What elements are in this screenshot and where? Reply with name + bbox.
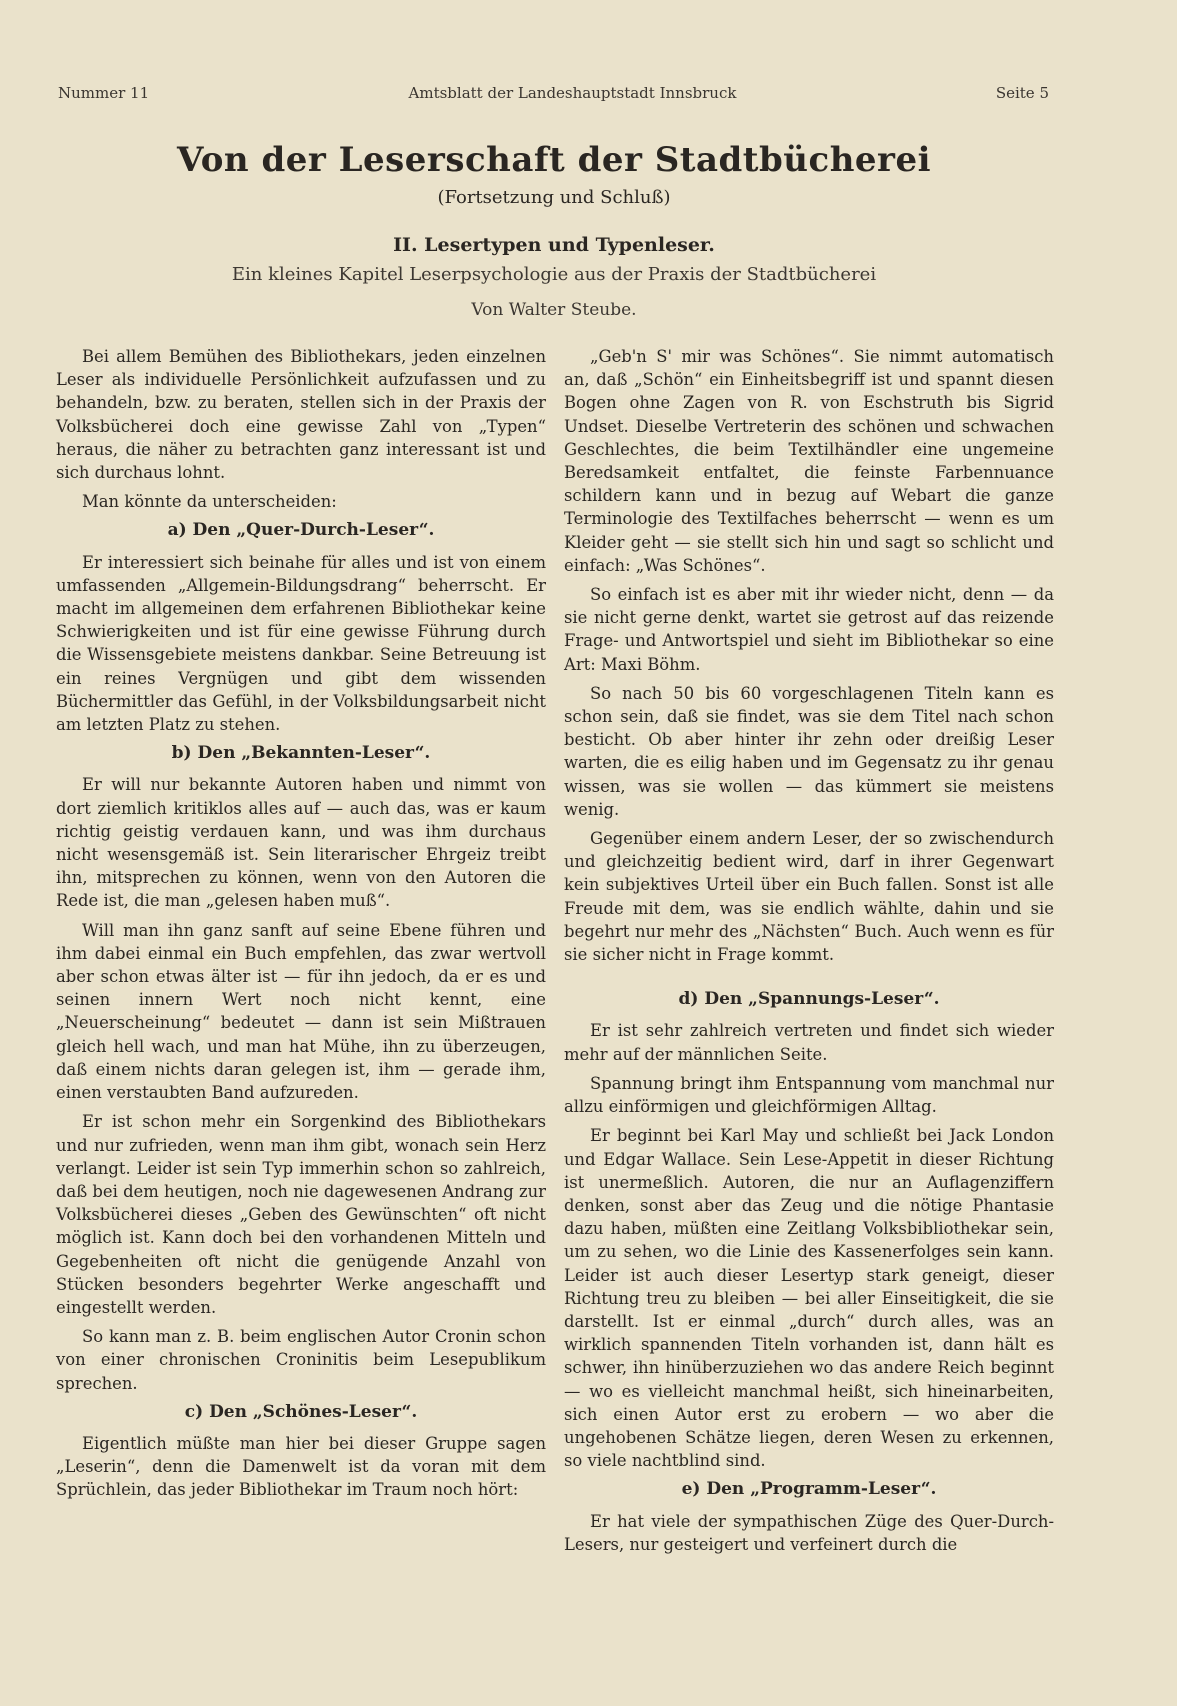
paragraph: Gegenüber einem andern Leser, der so zwischendurch und gleichzeitig bedient wird, darf in ihrer Gegenwart kein subjektives Urteil über ein Buch fallen. Sonst ist alle Freude mit dem, was sie endlich wählte, dahin und sie begehrt nur mehr des „Nächsten“ Buch. Auch wenn es für sie sicher nicht in Frage kommt. <box>564 829 1054 965</box>
paragraph: Er hat viele der sympathischen Züge des Quer-Durch-Lesers, nur gesteigert und verfeinert durch die <box>564 1511 1054 1554</box>
publication-name: Amtsblatt der Landeshauptstadt Innsbruck <box>408 84 737 102</box>
paragraph: Spannung bringt ihm Entspannung vom manchmal nur allzu einförmigen und gleichförmigen Alltag. <box>564 1073 1054 1117</box>
paragraph: Will man ihn ganz sanft auf seine Ebene führen und ihm dabei einmal ein Buch empfehlen, das zwar wertvoll aber schon etwas älter ist — für ihn jedoch, da er es und seinen innern Wert noch nicht kennt, eine „Neuerscheinung“ bedeutet — dann ist sein Mißtrauen gleich hell wach, und man hat Mühe, ihn zu überzeugen, daß einem nichts daran gelegen ist, ihm — gerade ihm, einen verstaubten Band aufzureden. <box>56 920 546 1103</box>
paragraph: So kann man z. B. beim englischen Autor Cronin schon von einer chronischen Croninitis beim Lesepublikum sprechen. <box>56 1327 546 1393</box>
paragraph: „Geb'n S' mir was Schönes“. Sie nimmt automatisch an, daß „Schön“ ein Einheitsbegriff ist und spannt diesen Bogen ohne Zagen von R. von Eschstruth bis Sigrid Undset. Dieselbe Vertreterin des schönen und schwachen Geschlechtes, die beim Textilhändler eine ungemeine Beredsamkeit entfaltet, die feinste Farbennuance schildern kann und in bezug auf Webart die ganze Terminologie des Textilfaches beherrscht — wenn es um Kleider geht — sie stellt sich hin und sagt so schlicht und einfach: „Was Schönes“. <box>564 347 1054 575</box>
left-column <box>56 345 546 1508</box>
paragraph: Er ist sehr zahlreich vertreten und findet sich wieder mehr auf der männlichen Seite. <box>564 1021 1054 1064</box>
subsection-heading-c: c) Den „Schönes-Leser“. <box>184 1401 418 1422</box>
paragraph: Er ist schon mehr ein Sorgenkind des Bibliothekars und nur zufrieden, wenn man ihm gibt, wonach sein Herz verlangt. Leider ist sein Typ immerhin schon so zahlreich, daß bei dem heutigen, noch nie dagewesenen Andrang zur Volksbücherei dieses „Geben des Gewünschten“ oft nicht möglich ist. Kann doch bei den vorhandenen Mitteln und Gegebenheiten oft nicht die genügende Anzahl von Stücken besonders begehrter Werke angeschafft und eingestellt werden. <box>56 1112 546 1317</box>
running-header <box>58 84 1049 102</box>
right-column <box>564 345 1054 1562</box>
paragraph: Man könnte da unterscheiden: <box>82 492 337 512</box>
author-byline: Von Walter Steube. <box>471 300 637 320</box>
subsection-heading-d: d) Den „Spannungs-Leser“. <box>678 989 940 1010</box>
paragraph: Eigentlich müßte man hier bei dieser Gruppe sagen „Leserin“, denn die Damenwelt ist da voran mit dem Sprüchlein, das jeder Bibliothekar im Traum noch hört: <box>56 1433 546 1500</box>
subsection-heading-e: e) Den „Programm-Leser“. <box>681 1479 937 1500</box>
section-heading: II. Lesertypen und Typenleser. <box>393 234 715 256</box>
paragraph: So einfach ist es aber mit ihr wieder nicht, denn — da sie nicht gerne denkt, wartet sie getrost auf das reizende Frage- und Antwortspiel und sieht im Bibliothekar so eine Art: Maxi Böhm. <box>564 585 1054 674</box>
subsection-heading-b: b) Den „Bekannten-Leser“. <box>171 743 431 764</box>
issue-number: Nummer 11 <box>58 84 150 102</box>
paragraph: So nach 50 bis 60 vorgeschlagenen Titeln kann es schon sein, daß sie findet, was sie dem Titel nach schon besticht. Ob aber hinter ihr zehn oder dreißig Leser warten, die es eilig haben und im Gegensatz zu ihr genau wissen, was sie wollen — das kümmert sie meistens wenig. <box>564 683 1054 819</box>
paragraph: Er interessiert sich beinahe für alles und ist von einem umfassenden „Allgemein-Bildungsdrang“ beherrscht. Er macht im allgemeinen dem erfahrenen Bibliothekar keine Schwierigkeiten und ist für eine gewisse Führung durch die Wissensgebiete meistens dankbar. Seine Betreuung ist ein reines Vergnügen und gibt dem wissenden Büchermittler das Gefühl, in der Volksbildungsarbeit nicht am letzten Platz zu stehen. <box>56 552 546 735</box>
page-number: Seite 5 <box>995 84 1049 102</box>
section-subtitle: Ein kleines Kapitel Leserpsychologie aus der Praxis der Stadtbücherei <box>231 264 877 285</box>
article-subtitle: (Fortsetzung und Schluß) <box>437 187 671 208</box>
subsection-heading-a: a) Den „Quer-Durch-Leser“. <box>167 520 435 541</box>
paragraph: Er beginnt bei Karl May und schließt bei Jack London und Edgar Wallace. Sein Lese-Appetit in dieser Richtung ist unermeßlich. Autoren, die nur an Auflagenziffern denken, sonst aber das Zeug und die nötige Phantasie dazu haben, müßten eine Zeitlang Volksbibliothekar sein, um zu sehen, wo die Linie des Kassenerfolges sein kann. Leider ist auch dieser Lesertyp stark geneigt, dieser Richtung treu zu bleiben — bei aller Einseitigkeit, die sie darstellt. Ist er einmal „durch“ durch alles, was an wirklich spannenden Titeln vorhanden ist, dann hält es schwer, ihn hinüberzuziehen wo das andere Reich beginnt — wo es vielleicht manchmal heißt, sich hineinarbeiten, sich einen Autor erst zu erobern — wo aber die ungehobenen Schätze liegen, deren Wesen zu erkennen, so viele nachtblind sind. <box>564 1126 1054 1471</box>
paragraph: Bei allem Bemühen des Bibliothekars, jeden einzelnen Leser als individuelle Persönlichkeit aufzufassen und zu behandeln, bzw. zu beraten, stellen sich in der Praxis der Volksbücherei doch eine gewisse Zahl von „Typen“ heraus, die näher zu betrachten ganz interessant ist und sich durchaus lohnt. <box>56 347 546 483</box>
paragraph: Er will nur bekannte Autoren haben und nimmt von dort ziemlich kritiklos alles auf — auch das, was er kaum richtig geistig verdauen kann, und was ihm durchaus nicht wesensgemäß ist. Sein literarischer Ehrgeiz treibt ihn, mitsprechen zu können, wenn von den Autoren die Rede ist, die man „gelesen haben muß“. <box>56 775 546 911</box>
article-title: Von der Leserschaft der Stadtbücherei <box>176 140 932 180</box>
